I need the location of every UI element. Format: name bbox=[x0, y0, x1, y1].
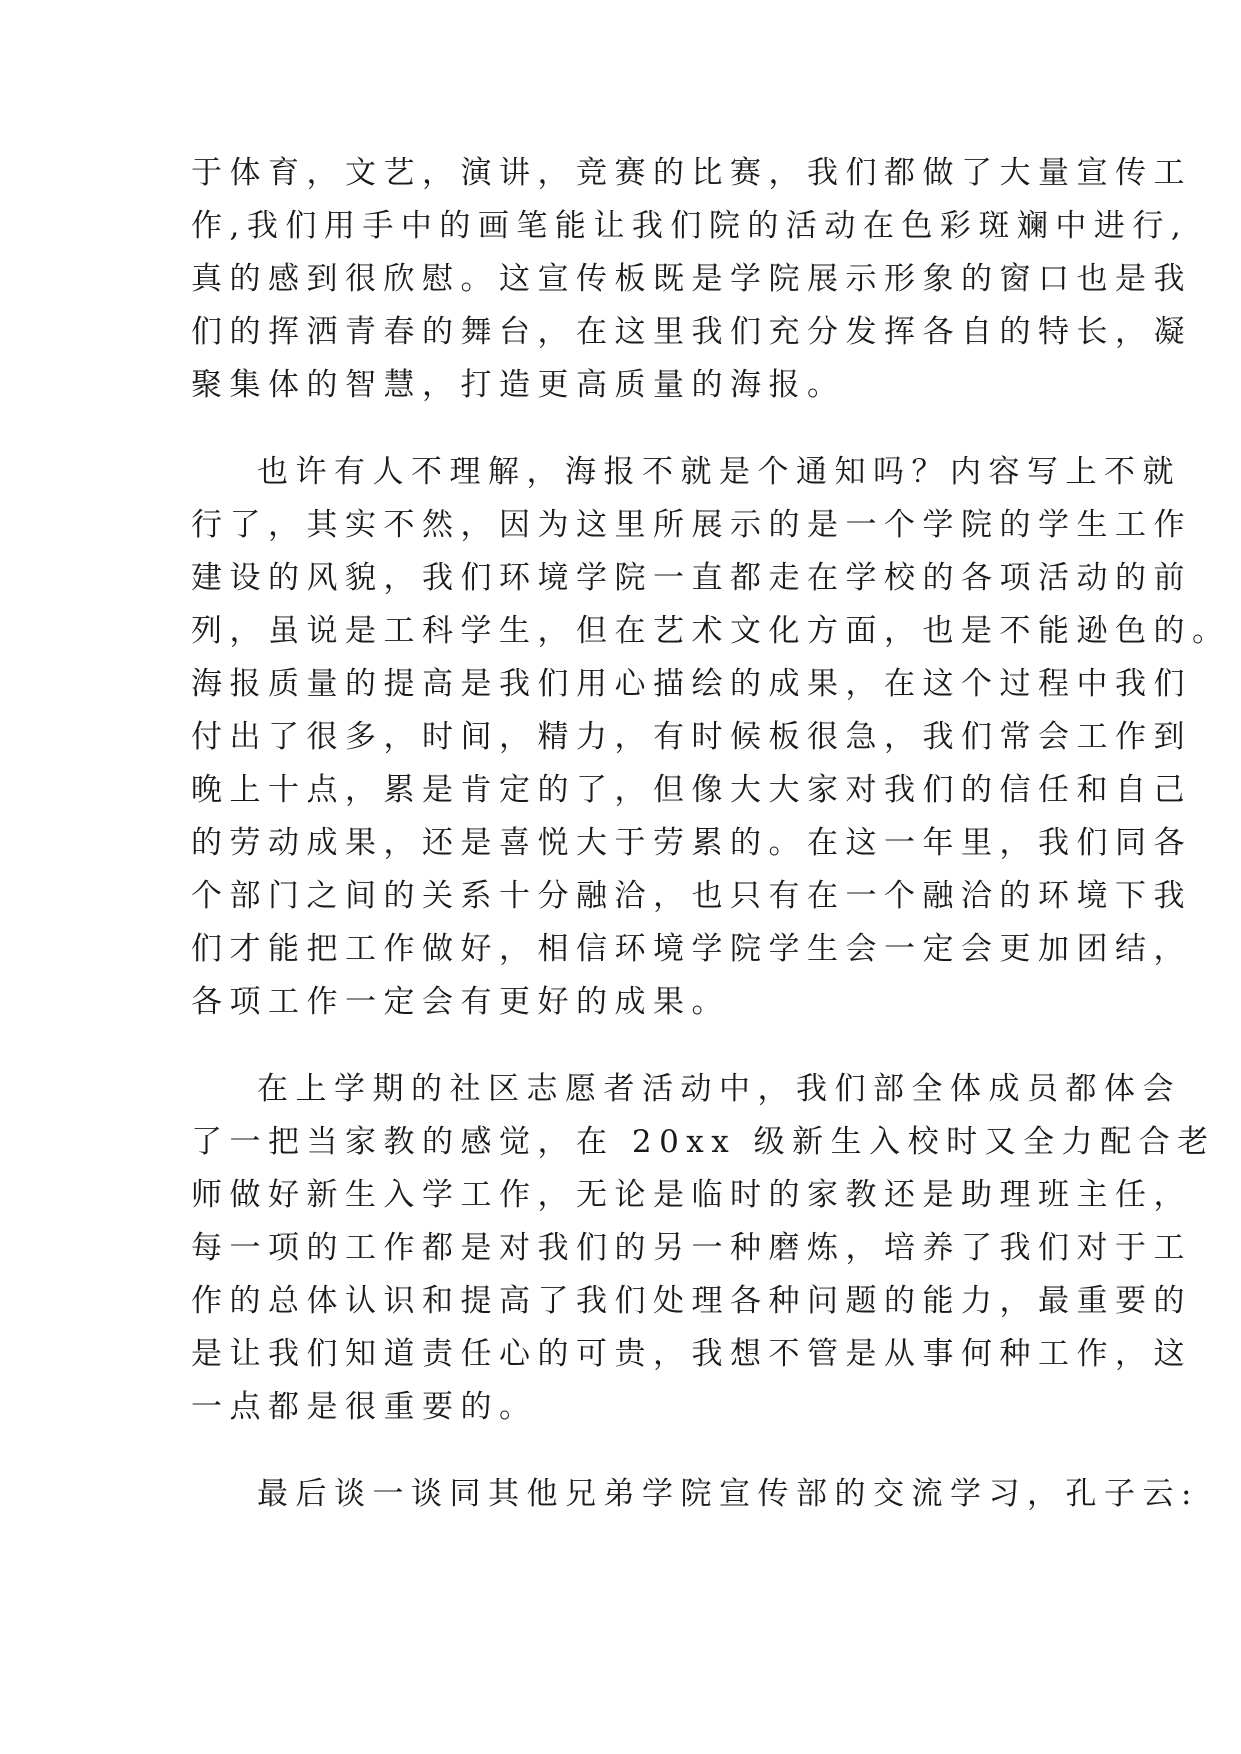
text-line: 各项工作一定会有更好的成果。 bbox=[191, 984, 730, 1020]
text-line: 海报质量的提高是我们用心描绘的成果，在这个过程中我们 bbox=[191, 666, 1192, 702]
text-line: 了一把当家教的感觉，在 20xx 级新生入校时又全力配合老 bbox=[191, 1124, 1216, 1160]
text-line: 聚集体的智慧，打造更高质量的海报。 bbox=[191, 367, 846, 403]
text-line: 们才能把工作做好，相信环境学院学生会一定会更加团结， bbox=[191, 931, 1192, 967]
text-line: 真的感到很欣慰。这宣传板既是学院展示形象的窗口也是我 bbox=[191, 261, 1192, 297]
text-line: 晚上十点，累是肯定的了，但像大大家对我们的信任和自己 bbox=[191, 772, 1192, 808]
text-line: 列，虽说是工科学生，但在艺术文化方面，也是不能逊色的。 bbox=[191, 613, 1231, 649]
paragraph-first-line: 也许有人不理解，海报不就是个通知吗？内容写上不就 bbox=[257, 454, 1181, 490]
text-line: 是让我们知道责任心的可贵，我想不管是从事何种工作，这 bbox=[191, 1336, 1192, 1372]
text-line: 师做好新生入学工作，无论是临时的家教还是助理班主任， bbox=[191, 1177, 1192, 1213]
paragraph-first-line: 在上学期的社区志愿者活动中，我们部全体成员都体会 bbox=[257, 1071, 1181, 1107]
text-line: 行了，其实不然，因为这里所展示的是一个学院的学生工作 bbox=[191, 507, 1192, 543]
text-line: 一点都是很重要的。 bbox=[191, 1389, 538, 1425]
text-line: 个部门之间的关系十分融洽，也只有在一个融洽的环境下我 bbox=[191, 878, 1192, 914]
text-line: 付出了很多，时间，精力，有时候板很急，我们常会工作到 bbox=[191, 719, 1192, 755]
text-line: 的劳动成果，还是喜悦大于劳累的。在这一年里，我们同各 bbox=[191, 825, 1192, 861]
text-line: 作的总体认识和提高了我们处理各种问题的能力，最重要的 bbox=[191, 1283, 1192, 1319]
text-line: 于体育，文艺，演讲，竞赛的比赛，我们都做了大量宣传工 bbox=[191, 155, 1192, 191]
paragraph-first-line: 最后谈一谈同其他兄弟学院宣传部的交流学习，孔子云: bbox=[257, 1476, 1199, 1512]
text-line: 建设的风貌，我们环境学院一直都走在学校的各项活动的前 bbox=[191, 560, 1192, 596]
text-line: 每一项的工作都是对我们的另一种磨炼，培养了我们对于工 bbox=[191, 1230, 1192, 1266]
text-line: 们的挥洒青春的舞台，在这里我们充分发挥各自的特长，凝 bbox=[191, 314, 1192, 350]
text-line: 作,我们用手中的画笔能让我们院的活动在色彩斑斓中进行, bbox=[191, 208, 1189, 244]
